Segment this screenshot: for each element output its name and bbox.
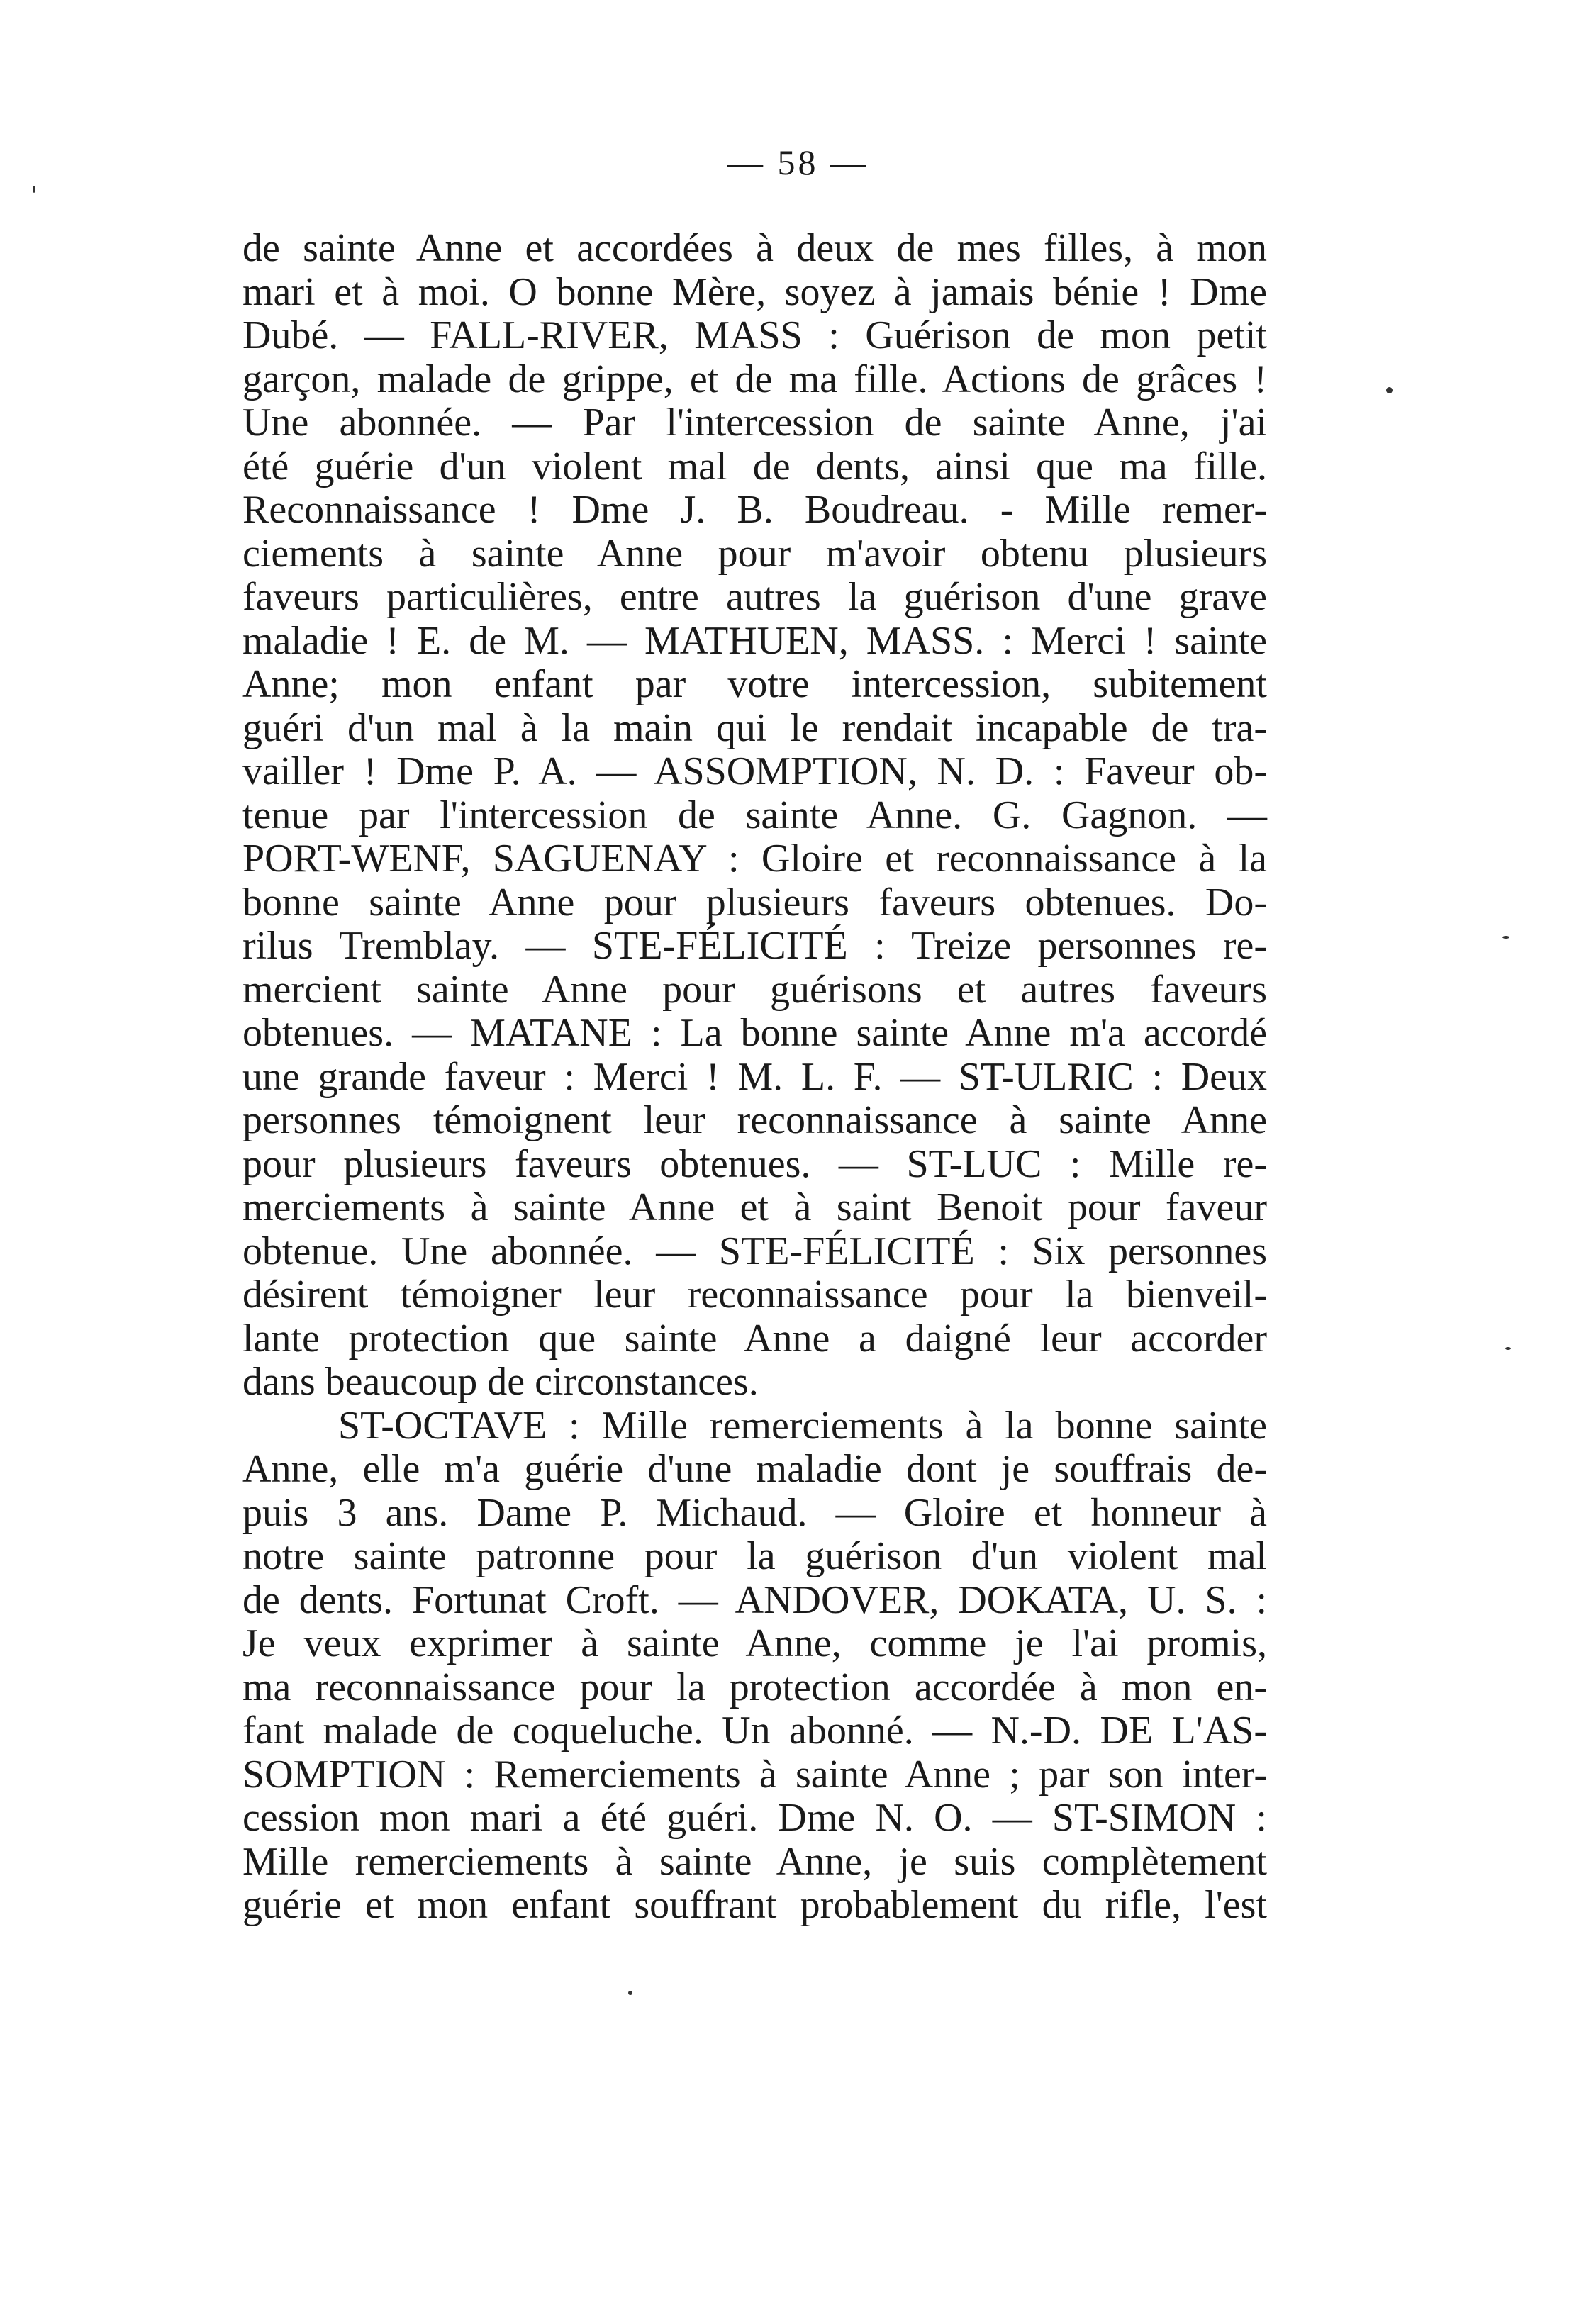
text-line-10: maladie ! E. de M. — MATHUEN, MASS. : Merci ! sainte — [242, 618, 1267, 663]
text-line-14: tenue par l'intercession de sainte Anne. G. Gagnon. — — [242, 793, 1267, 837]
text-line-15: PORT-WENF, SAGUENAY : Gloire et reconnaissance à la — [242, 837, 1267, 881]
text-line-19: obtenues. — MATANE : La bonne sainte Anne m'a accordé — [242, 1011, 1267, 1055]
text-line-34: ma reconnaissance pour la protection accordée à mon en- — [242, 1665, 1267, 1709]
text-line-4: garçon, malade de grippe, et de ma fille. Actions de grâces ! — [242, 357, 1267, 401]
text-line-26: lante protection que sainte Anne a daigné leur accorder — [242, 1316, 1267, 1361]
text-line-22: pour plusieurs faveurs obtenues. — ST-LUC : Mille re- — [242, 1141, 1267, 1186]
text-line-6: été guérie d'un violent mal de dents, ainsi que ma fille. — [242, 444, 1267, 488]
text-line-33: Je veux exprimer à sainte Anne, comme je l'ai promis, — [242, 1621, 1267, 1665]
text-line-30: puis 3 ans. Dame P. Michaud. — Gloire et honneur à — [242, 1490, 1267, 1535]
ink-speck — [1505, 1347, 1511, 1350]
body-text — [242, 227, 1267, 1928]
text-line-11: Anne; mon enfant par votre intercession, subitement — [242, 662, 1267, 706]
text-line-37: cession mon mari a été guéri. Dme N. O. — ST-SIMON : — [242, 1796, 1267, 1840]
text-line-7: Reconnaissance ! Dme J. B. Boudreau. - Mille remer- — [242, 488, 1267, 532]
text-line-1: de sainte Anne et accordées à deux de mes filles, à mon — [242, 226, 1267, 270]
ink-speck — [1502, 936, 1509, 939]
text-line-5: Une abonnée. — Par l'intercession de sainte Anne, j'ai — [242, 401, 1267, 445]
text-line-8: ciements à sainte Anne pour m'avoir obtenu plusieurs — [242, 531, 1267, 576]
text-line-29: Anne, elle m'a guérie d'une maladie dont je souffrais de- — [242, 1447, 1267, 1491]
text-line-17: rilus Tremblay. — STE-FÉLICITÉ : Treize personnes re- — [242, 924, 1267, 968]
text-line-35: fant malade de coqueluche. Un abonné. — N.-D. DE L'AS- — [242, 1709, 1267, 1753]
text-line-32: de dents. Fortunat Croft. — ANDOVER, DOKATA, U. S. : — [242, 1577, 1267, 1622]
text-line-16: bonne sainte Anne pour plusieurs faveurs obtenues. Do- — [242, 880, 1267, 924]
text-line-2: mari et à moi. O bonne Mère, soyez à jamais bénie ! Dme — [242, 269, 1267, 314]
text-line-20: une grande faveur : Merci ! M. L. F. — ST-ULRIC : Deux — [242, 1054, 1267, 1099]
text-line-18: mercient sainte Anne pour guérisons et autres faveurs — [242, 967, 1267, 1012]
text-line-28: ST-OCTAVE : Mille remerciements à la bonne sainte — [338, 1403, 1267, 1448]
text-line-39: guérie et mon enfant souffrant probablement du rifle, l'est — [242, 1883, 1267, 1927]
text-line-13: vailler ! Dme P. A. — ASSOMPTION, N. D. : Faveur ob- — [242, 749, 1267, 793]
ink-speck — [628, 1991, 632, 1995]
text-line-31: notre sainte patronne pour la guérison d'un violent mal — [242, 1534, 1267, 1578]
text-line-23: merciements à sainte Anne et à saint Benoit pour faveur — [242, 1185, 1267, 1229]
text-line-12: guéri d'un mal à la main qui le rendait incapable de tra- — [242, 705, 1267, 750]
text-line-27: dans beaucoup de circonstances. — [242, 1360, 759, 1404]
ink-speck — [1386, 387, 1393, 393]
text-line-38: Mille remerciements à sainte Anne, je suis complètement — [242, 1839, 1267, 1884]
text-line-25: désirent témoigner leur reconnaissance pour la bienveil- — [242, 1273, 1267, 1317]
text-line-36: SOMPTION : Remerciements à sainte Anne ; par son inter- — [242, 1752, 1267, 1797]
text-line-3: Dubé. — FALL-RIVER, MASS : Guérison de mon petit — [242, 313, 1267, 357]
text-line-24: obtenue. Une abonnée. — STE-FÉLICITÉ : Six personnes — [242, 1229, 1267, 1273]
text-line-9: faveurs particulières, entre autres la guérison d'une grave — [242, 575, 1267, 619]
page-number: — 58 — — [727, 143, 869, 182]
ink-speck — [33, 186, 35, 193]
text-line-21: personnes témoignent leur reconnaissance à sainte Anne — [242, 1098, 1267, 1142]
